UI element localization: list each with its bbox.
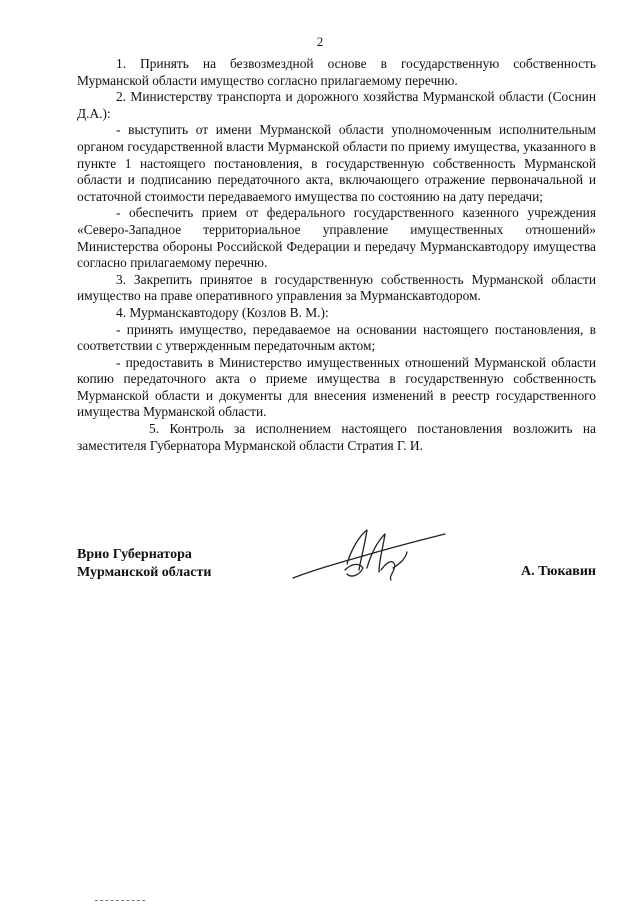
paragraph-item-2-bullet-2: - обеспечить прием от федерального государственного казенного учреждения «Северо-Западное территориальное управление имущественных отношений» Министерства обороны Российской Федерации и передачу Мурманскавтодору имущества согласно прилагаемому перечню.: [77, 205, 596, 271]
signatory-title-line-2: Мурманской области: [77, 565, 212, 580]
signatory-title-line-1: Врио Губернатора: [77, 547, 192, 562]
paragraph-item-5: 5. Контроль за исполнением настоящего постановления возложить на заместителя Губернатора Мурманской области Стратия Г. И.: [77, 421, 596, 453]
paragraph-item-4: 4. Мурманскавтодору (Козлов В. М.):: [116, 304, 329, 320]
paragraph-item-1: 1. Принять на безвозмездной основе в государственную собственность Мурманской области имущество согласно прилагаемому перечню.: [77, 56, 596, 88]
paragraph-item-4-bullet-1: - принять имущество, передаваемое на основании настоящего постановления, в соответствии с утвержденным передаточным актом;: [77, 321, 596, 354]
page-number: 2: [316, 34, 324, 49]
paragraph-item-3: 3. Закрепить принятое в государственную собственность Мурманской области имущество на праве оперативного управления за Мурманскавтодором.: [77, 271, 596, 304]
signatory-name: А. Тюкавин: [521, 564, 596, 579]
footer-mark: [95, 900, 145, 902]
signatory-title: [77, 546, 211, 582]
handwritten-signature: [289, 524, 449, 594]
paragraph-item-2: 2. Министерству транспорта и дорожного хозяйства Мурманской области (Соснин Д.А.):: [77, 89, 596, 121]
paragraph-item-2-bullet-1: - выступить от имени Мурманской области уполномоченным исполнительным органом государственной власти Мурманской области по приему имущества, указанного в пункте 1 настоящего постановления, в государственную собственность Мурманской области и подписанию передаточного акта, включающего отражение первоначальной и остаточной стоимости передаваемого имущества по состоянию на дату передачи;: [77, 122, 596, 204]
paragraph-item-4-bullet-2: - предоставить в Министерство имущественных отношений Мурманской области копию передаточного акта о приеме имущества в государственную собственность Мурманской области и документы для внесения изменений в реестр государственного имущества Мурманской области.: [77, 354, 596, 420]
signature-block: [77, 546, 596, 596]
document-body: [77, 56, 596, 454]
